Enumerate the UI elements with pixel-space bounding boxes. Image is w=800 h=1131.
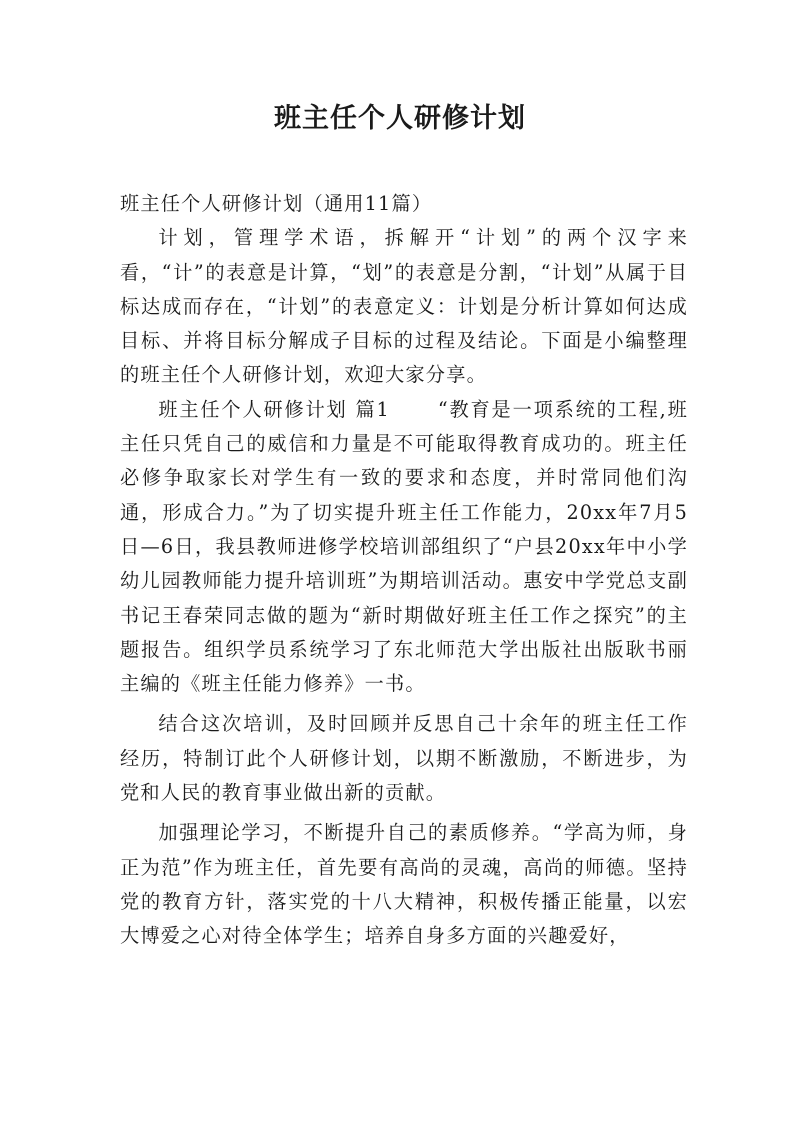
section1-heading: 班主任个人研修计划 篇1: [158, 397, 390, 421]
paragraph-3: 加强理论学习，不断提升自己的素质修养。“学高为师，身正为范”作为班主任，首先要有高尚的灵魂，高尚的师德。坚持党的教育方针，落实党的十八大精神，积极传播正能量，以宏大博爱之心对待全体学生；培养自身多方面的兴趣爱好，: [120, 821, 688, 948]
document-subtitle: 班主任个人研修计划（通用11篇）: [120, 192, 433, 215]
section1-text: “教育是一项系统的工程,班主任只凭自己的威信和力量是不可能取得教育成功的。班主任必修争取家长对学生有一致的要求和态度，并时常同他们沟通，形成合力。”为了切实提升班主任工作能力，20xx年7月5日—6日，我县教师进修学校培训部组织了“户县20xx年中小学幼儿园教师能力提升培训班”为期培训活动。惠安中学党总支副书记王春荣同志做的题为“新时期做好班主任工作之探究”的主题报告。组织学员系统学习了东北师范大学出版社出版耿书丽主编的《班主任能力修养》一书。: [120, 397, 688, 696]
document-title: 班主任个人研修计划: [274, 103, 526, 134]
section1-paragraph: [120, 393, 688, 702]
intro-paragraph: 计划，管理学术语，拆解开“计划”的两个汉字来看，“计”的表意是计算，“划”的表意是分割，“计划”从属于目标达成而存在，“计划”的表意定义：计划是分析计算如何达成目标、并将目标分解成子目标的过程及结论。下面是小编整理的班主任个人研修计划，欢迎大家分享。: [120, 226, 688, 387]
paragraph-2: 结合这次培训，及时回顾并反思自己十余年的班主任工作经历，特制订此个人研修计划，以期不断激励，不断进步，为党和人民的教育事业做出新的贡献。: [120, 712, 688, 805]
document-body: [120, 187, 688, 954]
